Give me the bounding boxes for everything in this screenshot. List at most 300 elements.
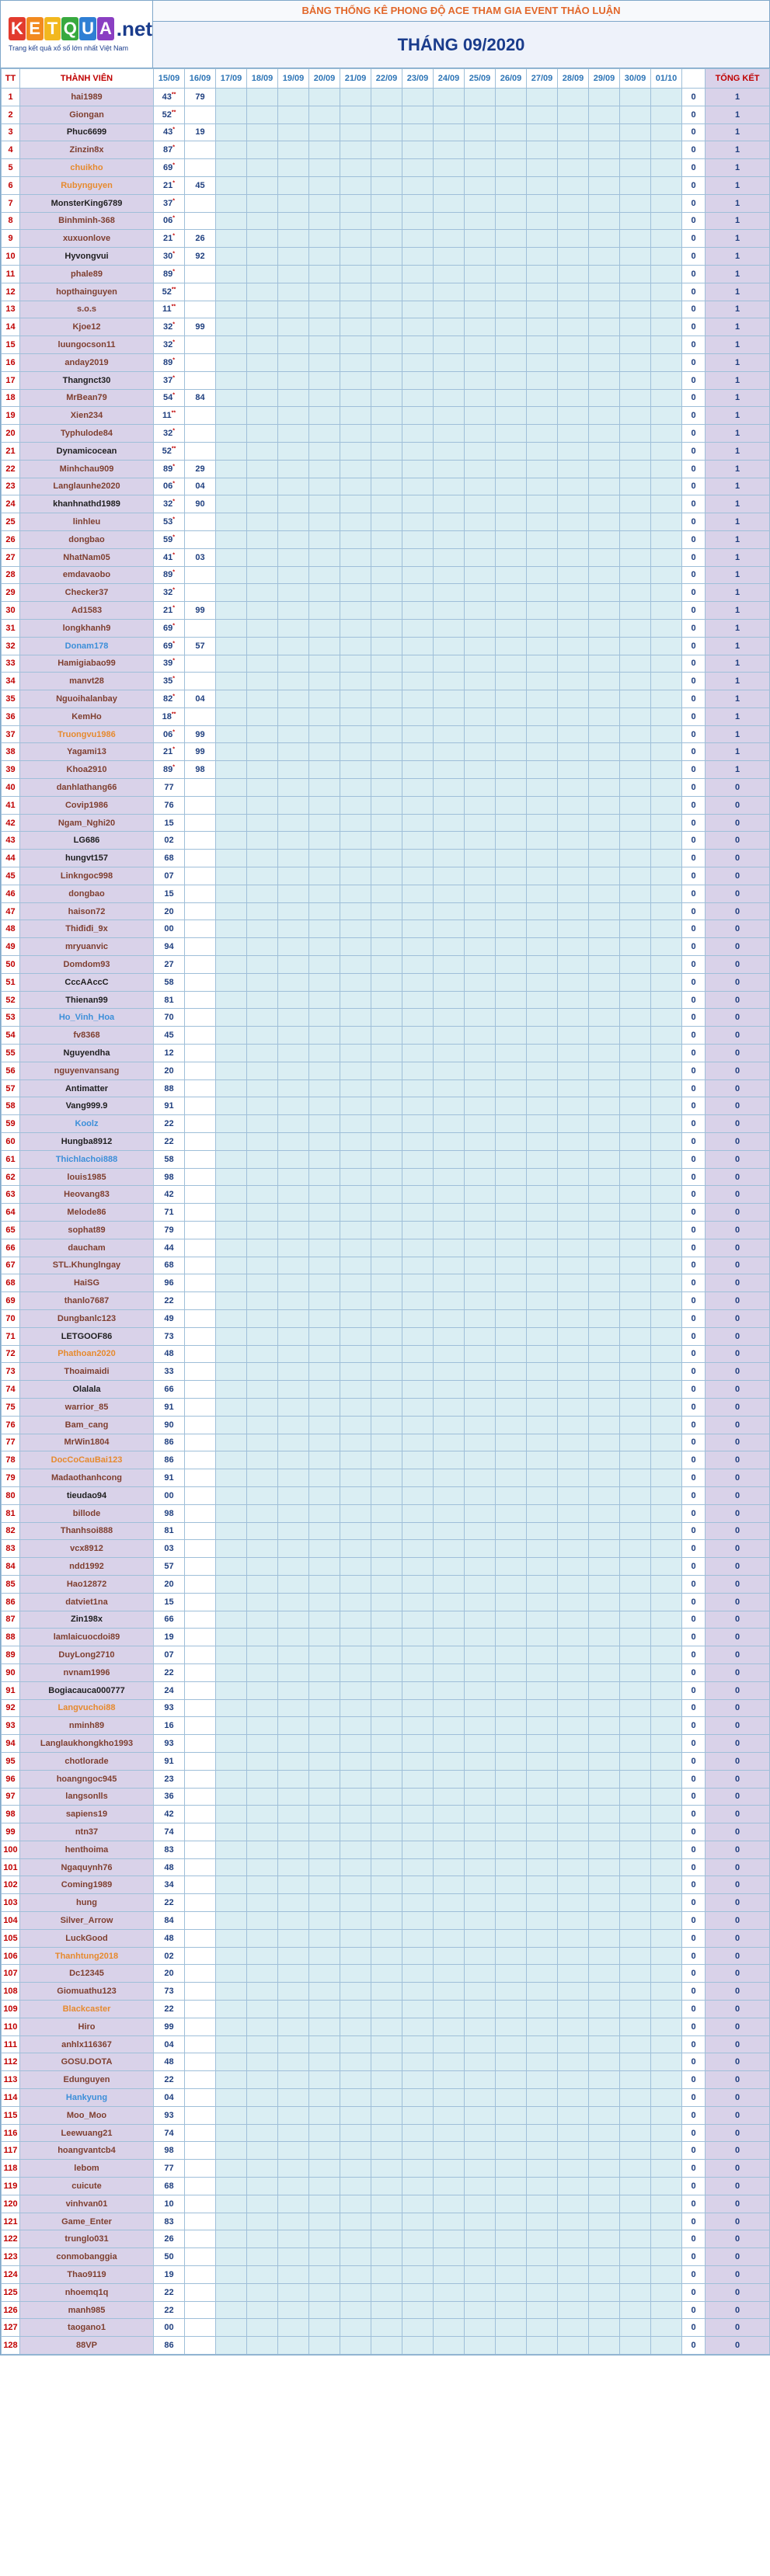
cell-day [465,1045,496,1062]
member-name[interactable]: langsonlls [20,1788,154,1806]
cell-day [589,1540,620,1558]
cell-day [278,2178,309,2195]
member-name[interactable]: NhatNam05 [20,548,154,566]
hit-mark: * [172,534,175,541]
member-name[interactable]: Phathoan2020 [20,1345,154,1363]
cell-total: 0 [706,1009,770,1027]
cell-day [465,1062,496,1079]
member-name[interactable]: Thao9119 [20,2266,154,2284]
member-name[interactable]: xuxuonlove [20,230,154,248]
cell-day [402,814,434,832]
cell-day [340,1363,371,1381]
cell-day [309,2071,340,2089]
table-row [2,389,770,407]
cell-day [589,212,620,230]
member-name[interactable]: chotlorade [20,1752,154,1770]
row-number: 97 [2,1788,20,1806]
member-name[interactable]: Leewuang21 [20,2124,154,2142]
member-name[interactable]: Thanhtung2018 [20,1947,154,1965]
cell-15-09 [154,1575,185,1593]
cell-day [278,141,309,159]
member-name[interactable]: daucham [20,1239,154,1257]
member-name[interactable]: Zinzin8x [20,141,154,159]
cell-zero: 0 [682,991,706,1009]
cell-day [340,1522,371,1540]
cell-day [216,141,247,159]
member-name[interactable]: cuicute [20,2178,154,2195]
cell-day [340,1097,371,1115]
cell-value: 94 [164,942,174,952]
cell-day [620,1239,651,1257]
cell-day [558,1912,589,1930]
table-row [2,956,770,974]
cell-day [465,353,496,371]
cell-day [558,548,589,566]
cell-day [465,301,496,318]
member-name[interactable]: Thichlachoi888 [20,1150,154,1168]
member-name[interactable]: Xien234 [20,407,154,425]
member-name[interactable]: Coming1989 [20,1876,154,1894]
cell-16-09 [185,673,216,690]
member-name[interactable]: s.o.s [20,301,154,318]
member-name[interactable]: DocCoCauBai123 [20,1451,154,1469]
member-name[interactable]: thanlo7687 [20,1292,154,1310]
cell-zero: 0 [682,1770,706,1788]
member-name[interactable]: Khoa2910 [20,761,154,779]
cell-day [247,1575,278,1593]
cell-total: 0 [706,1947,770,1965]
cell-day [527,973,558,991]
table-row [2,1451,770,1469]
cell-day [402,353,434,371]
cell-day [620,353,651,371]
member-name[interactable]: chuikho [20,159,154,177]
cell-day [589,389,620,407]
member-name[interactable]: Koolz [20,1115,154,1133]
cell-day [278,194,309,212]
cell-day [434,2124,465,2142]
member-name[interactable]: Truongvu1986 [20,725,154,743]
member-name[interactable]: Dc12345 [20,1965,154,1983]
member-name[interactable]: fv8368 [20,1027,154,1045]
cell-day [620,2071,651,2089]
cell-day [278,460,309,478]
member-name[interactable]: nhoemq1q [20,2283,154,2301]
cell-value: 04 [164,2092,174,2102]
member-name[interactable]: anhlx116367 [20,2035,154,2053]
cell-day [651,123,682,141]
cell-zero: 0 [682,230,706,248]
member-name[interactable]: Dungbanlc123 [20,1309,154,1327]
member-name[interactable]: Dynamicocean [20,442,154,460]
member-name[interactable]: HaiSG [20,1274,154,1292]
member-name[interactable]: conmobanggia [20,2248,154,2266]
member-name[interactable]: manvt28 [20,673,154,690]
member-name[interactable]: nminh89 [20,1717,154,1735]
col-header-day: 19/09 [278,69,309,89]
cell-day [402,1681,434,1699]
cell-day [371,2142,402,2160]
cell-total: 0 [706,2089,770,2107]
cell-day [402,2124,434,2142]
cell-total: 0 [706,1222,770,1239]
member-name[interactable]: anday2019 [20,353,154,371]
cell-day [340,1062,371,1079]
member-name[interactable]: Hankyung [20,2089,154,2107]
cell-day [278,1681,309,1699]
member-name[interactable]: hoangvantcb4 [20,2142,154,2160]
cell-day [589,1062,620,1079]
cell-day [465,176,496,194]
cell-day [247,1965,278,1983]
cell-day [371,1150,402,1168]
col-header-day: 21/09 [340,69,371,89]
cell-day [620,1806,651,1823]
cell-day [465,371,496,389]
cell-day [620,1363,651,1381]
cell-day [278,513,309,531]
member-name[interactable]: Phuc6699 [20,123,154,141]
member-name[interactable]: tieudao94 [20,1486,154,1504]
cell-day [216,389,247,407]
member-name[interactable]: CccAAccC [20,973,154,991]
cell-day [340,2283,371,2301]
member-name[interactable]: Hiro [20,2018,154,2035]
member-name[interactable]: Bogiacauca000777 [20,1681,154,1699]
cell-day [465,106,496,123]
cell-day [496,1363,527,1381]
member-name[interactable]: Ad1583 [20,602,154,620]
row-number: 88 [2,1629,20,1646]
member-name[interactable]: ntn37 [20,1823,154,1841]
member-name[interactable]: hoangngoc945 [20,1770,154,1788]
table-body [2,89,770,2355]
member-name[interactable]: LETGOOF86 [20,1327,154,1345]
member-name[interactable]: nvnam1996 [20,1663,154,1681]
member-name[interactable]: KemHo [20,707,154,725]
cell-day [434,301,465,318]
cell-16-09: 99 [185,318,216,336]
cell-day [340,283,371,301]
member-name[interactable]: Langlaunhe2020 [20,478,154,495]
member-name[interactable]: luungocson11 [20,336,154,354]
cell-zero: 0 [682,814,706,832]
cell-day [309,655,340,673]
member-name[interactable]: Thienan99 [20,991,154,1009]
member-name[interactable]: LG686 [20,832,154,850]
member-name[interactable]: MrBean79 [20,389,154,407]
cell-day [309,1646,340,1664]
cell-value: 98 [164,1508,174,1518]
member-name[interactable]: Edunguyen [20,2071,154,2089]
member-name[interactable]: Covip1986 [20,796,154,814]
cell-day [371,725,402,743]
member-name[interactable]: Blackcaster [20,2001,154,2018]
cell-day [434,2283,465,2301]
cell-16-09 [185,814,216,832]
cell-total: 0 [706,1027,770,1045]
member-name[interactable]: Nguoihalanbay [20,690,154,708]
member-name[interactable]: Vang999.9 [20,1097,154,1115]
row-number: 45 [2,867,20,885]
cell-16-09 [185,2178,216,2195]
member-name[interactable]: MrWin1804 [20,1434,154,1451]
table-row [2,1363,770,1381]
member-name[interactable]: danhlathang66 [20,779,154,797]
cell-day [589,1823,620,1841]
member-name[interactable]: phale89 [20,265,154,283]
cell-day [651,566,682,584]
member-name[interactable]: hai1989 [20,89,154,106]
cell-day [216,265,247,283]
member-name[interactable]: Langlaukhongkho1993 [20,1735,154,1753]
cell-15-09 [154,318,185,336]
table-row [2,2160,770,2178]
row-number: 10 [2,248,20,266]
cell-day [278,1558,309,1576]
cell-day [402,2035,434,2053]
row-number: 60 [2,1133,20,1151]
cell-day [340,637,371,655]
table-row [2,1327,770,1345]
member-name[interactable]: Game_Enter [20,2213,154,2230]
member-name[interactable]: Bam_cang [20,1416,154,1434]
member-name[interactable]: DuyLong2710 [20,1646,154,1664]
cell-15-09 [154,2142,185,2160]
cell-day [465,194,496,212]
member-name[interactable]: vinhvan01 [20,2195,154,2213]
member-name[interactable]: louis1985 [20,1168,154,1186]
member-name[interactable]: haison72 [20,902,154,920]
cell-day [216,991,247,1009]
cell-value: 22 [164,1136,174,1146]
member-name[interactable]: Rubynguyen [20,176,154,194]
member-name[interactable]: henthoima [20,1841,154,1858]
member-name[interactable]: Melode86 [20,1204,154,1222]
member-name[interactable]: sophat89 [20,1222,154,1239]
cell-day [589,2337,620,2355]
member-name[interactable]: mryuanvic [20,938,154,956]
member-name[interactable]: Nguyendha [20,1045,154,1062]
member-name[interactable]: vcx8912 [20,1540,154,1558]
cell-day [527,230,558,248]
member-name[interactable]: Typhulode84 [20,425,154,443]
cell-day [371,2213,402,2230]
member-name[interactable]: Thiđiđi_9x [20,920,154,938]
cell-day [247,655,278,673]
cell-day [465,743,496,761]
member-name[interactable]: Olalala [20,1381,154,1399]
cell-16-09 [185,1292,216,1310]
member-name[interactable]: Ho_Vinh_Hoa [20,1009,154,1027]
cell-zero: 0 [682,2337,706,2355]
cell-value: 52 [162,110,172,120]
cell-day [309,230,340,248]
cell-day [527,814,558,832]
cell-15-09 [154,1381,185,1399]
cell-day [527,1345,558,1363]
cell-day [589,2230,620,2248]
member-name[interactable]: Hamigiabao99 [20,655,154,673]
member-name[interactable]: Ngam_Nghi20 [20,814,154,832]
member-name[interactable]: MonsterKing6789 [20,194,154,212]
cell-zero: 0 [682,867,706,885]
cell-day [496,1646,527,1664]
cell-day [402,1274,434,1292]
member-name[interactable]: hung [20,1894,154,1912]
cell-day [434,283,465,301]
table-row [2,1522,770,1540]
cell-day [247,89,278,106]
cell-day [558,1611,589,1629]
hit-mark: * [172,127,175,133]
cell-day [216,1045,247,1062]
member-name[interactable]: Thanhsoi888 [20,1522,154,1540]
cell-day [465,938,496,956]
member-name[interactable]: lamlaicuocdoi89 [20,1629,154,1646]
cell-day [216,2035,247,2053]
member-name[interactable]: Hyvongvui [20,248,154,266]
member-name[interactable]: Domdom93 [20,956,154,974]
member-name[interactable]: Kjoe12 [20,318,154,336]
row-number: 80 [2,1486,20,1504]
cell-day [558,1027,589,1045]
cell-day [558,1770,589,1788]
member-name[interactable]: Madaothanhcong [20,1469,154,1487]
member-name[interactable]: Zin198x [20,1611,154,1629]
cell-day [247,796,278,814]
cell-15-09 [154,1929,185,1947]
cell-day [589,530,620,548]
hit-mark: * [172,322,175,328]
member-name[interactable]: warrior_85 [20,1398,154,1416]
member-name[interactable]: Moo_Moo [20,2106,154,2124]
member-name[interactable]: GOSU.DOTA [20,2053,154,2071]
cell-day [247,1929,278,1947]
member-name[interactable]: Heovang83 [20,1186,154,1204]
cell-value: 66 [164,1615,174,1625]
cell-day [558,2035,589,2053]
member-name[interactable]: longkhanh9 [20,619,154,637]
cell-day [620,106,651,123]
member-name[interactable]: 88VP [20,2337,154,2355]
cell-day [620,1274,651,1292]
member-name[interactable]: Minhchau909 [20,460,154,478]
cell-value: 68 [164,1260,174,1271]
cell-value: 03 [164,1544,174,1554]
cell-15-09 [154,1150,185,1168]
cell-day [309,637,340,655]
member-name[interactable]: Linkngoc998 [20,867,154,885]
cell-day [371,1381,402,1399]
cell-day [527,832,558,850]
member-name[interactable]: taogano1 [20,2319,154,2337]
cell-day [465,548,496,566]
cell-day [309,2283,340,2301]
cell-day [589,1292,620,1310]
cell-day [340,2001,371,2018]
cell-day [496,1434,527,1451]
member-name[interactable]: nguyenvansang [20,1062,154,1079]
cell-day [465,1575,496,1593]
member-name[interactable]: sapiens19 [20,1806,154,1823]
cell-day [589,1079,620,1097]
member-name[interactable]: emdavaobo [20,566,154,584]
member-name[interactable]: datviet1na [20,1593,154,1611]
logo[interactable] [1,1,153,68]
cell-value: 71 [164,1208,174,1218]
cell-day [247,1027,278,1045]
cell-day [309,1045,340,1062]
cell-value: 88 [164,1083,174,1093]
cell-day [527,1009,558,1027]
member-name[interactable]: STL.Khunglngay [20,1257,154,1274]
member-name[interactable]: Giomuathu123 [20,1983,154,2001]
table-row [2,673,770,690]
cell-day [371,283,402,301]
cell-day [620,2213,651,2230]
cell-16-09 [185,1841,216,1858]
cell-total: 0 [706,1663,770,1681]
member-name[interactable]: Antimatter [20,1079,154,1097]
member-name[interactable]: Hungba8912 [20,1133,154,1151]
member-name[interactable]: Binhminh-368 [20,212,154,230]
cell-day [434,2106,465,2124]
member-name[interactable]: ndd1992 [20,1558,154,1576]
member-name[interactable]: Giongan [20,106,154,123]
member-name[interactable]: Yagami13 [20,743,154,761]
member-name[interactable]: Langvuchoi88 [20,1699,154,1717]
cell-value: 10 [164,2199,174,2209]
member-name[interactable]: trunglo031 [20,2230,154,2248]
member-name[interactable]: lebom [20,2160,154,2178]
cell-day [340,1115,371,1133]
member-name[interactable]: Hao12872 [20,1575,154,1593]
cell-day [340,248,371,266]
cell-day [558,1009,589,1027]
cell-day [278,1717,309,1735]
member-name[interactable]: linhleu [20,513,154,531]
cell-day [371,1434,402,1451]
cell-day [402,194,434,212]
cell-15-09 [154,690,185,708]
cell-day [309,1965,340,1983]
cell-zero: 0 [682,1222,706,1239]
member-name[interactable]: dongbao [20,530,154,548]
cell-day [465,2301,496,2319]
member-name[interactable]: LuckGood [20,1929,154,1947]
cell-day [216,743,247,761]
member-name[interactable]: khanhnathd1989 [20,495,154,513]
member-name[interactable]: Silver_Arrow [20,1912,154,1930]
cell-day [651,867,682,885]
cell-day [216,230,247,248]
cell-day [651,1292,682,1310]
cell-day [247,1823,278,1841]
member-name[interactable]: dongbao [20,885,154,902]
member-name[interactable]: manh985 [20,2301,154,2319]
member-name[interactable]: Thangnct30 [20,371,154,389]
cell-day [216,1434,247,1451]
member-name[interactable]: hungvt157 [20,850,154,867]
member-name[interactable]: Checker37 [20,584,154,602]
member-name[interactable]: Ngaquynh76 [20,1858,154,1876]
cell-day [402,407,434,425]
member-name[interactable]: Thoaimaidi [20,1363,154,1381]
member-name[interactable]: hopthainguyen [20,283,154,301]
member-name[interactable]: Donam178 [20,637,154,655]
member-name[interactable]: billode [20,1504,154,1522]
